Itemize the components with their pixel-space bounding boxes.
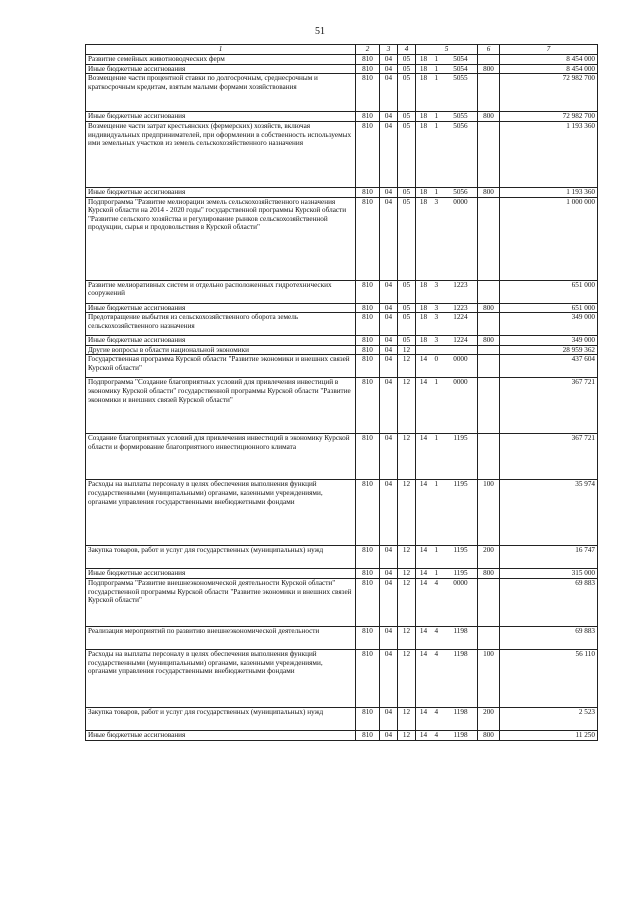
table-row (86, 280, 598, 303)
csr-direction: 5054 (453, 64, 468, 73)
row-name: Подпрограмма "Развитие внешнеэкономической деятельности Курской области" государственной программы Курской области "Развитие экономики и внешних связей Курской области" (86, 579, 356, 627)
table-row (86, 569, 598, 579)
ministry-code: 810 (356, 569, 380, 579)
subsection-code: 05 (398, 64, 416, 74)
csr-direction: 1198 (453, 650, 468, 659)
expense-type-code: 100 (478, 650, 500, 708)
amount: 69 883 (500, 579, 598, 627)
amount: 56 110 (500, 650, 598, 708)
csr-subprogram: 1 (434, 187, 439, 196)
column-header: 5 (416, 45, 478, 55)
column-header: 4 (398, 45, 416, 55)
section-code: 04 (380, 579, 398, 627)
section-code: 04 (380, 546, 398, 569)
csr-subprogram: 0 (434, 355, 439, 364)
amount: 72 982 700 (500, 112, 598, 122)
table-row (86, 579, 598, 627)
ministry-code: 810 (356, 280, 380, 303)
subsection-code: 05 (398, 187, 416, 197)
section-code: 04 (380, 480, 398, 546)
expense-type-code (478, 579, 500, 627)
row-name: Возмещение части процентной ставки по долгосрочным, среднесрочным и краткосрочным кредитам, взятым малыми формами хозяйствования (86, 74, 356, 112)
expense-type-code (478, 434, 500, 480)
target-article-code (416, 708, 478, 731)
csr-program: 18 (419, 64, 428, 73)
row-name: Расходы на выплаты персоналу в целях обеспечения выполнения функций государственными (муниципальными) органами, казенными учреждениями, органами управления государственными внебюджетными фондами (86, 650, 356, 708)
ministry-code: 810 (356, 197, 380, 280)
row-name: Другие вопросы в области национальной экономики (86, 345, 356, 355)
csr-direction: 1223 (453, 303, 468, 312)
target-article-code (416, 579, 478, 627)
ministry-code: 810 (356, 112, 380, 122)
csr-program: 14 (419, 708, 428, 717)
section-code: 04 (380, 708, 398, 731)
csr-direction: 5056 (453, 121, 468, 130)
amount: 35 974 (500, 480, 598, 546)
section-code: 04 (380, 313, 398, 336)
row-name: Иные бюджетные ассигнования (86, 336, 356, 346)
section-code: 04 (380, 112, 398, 122)
target-article-code (416, 197, 478, 280)
subsection-code: 12 (398, 345, 416, 355)
amount: 1 193 360 (500, 187, 598, 197)
amount: 72 982 700 (500, 74, 598, 112)
table-row (86, 434, 598, 480)
table-row (86, 345, 598, 355)
subsection-code: 05 (398, 112, 416, 122)
subsection-code: 05 (398, 303, 416, 313)
ministry-code: 810 (356, 74, 380, 112)
table-row (86, 378, 598, 434)
column-header: 7 (500, 45, 598, 55)
row-name: Развитие семейных животноводческих ферм (86, 55, 356, 65)
csr-subprogram: 3 (434, 336, 439, 345)
expense-type-code (478, 55, 500, 65)
row-name: Закупка товаров, работ и услуг для государственных (муниципальных) нужд (86, 546, 356, 569)
table-row (86, 650, 598, 708)
section-code: 04 (380, 434, 398, 480)
amount: 8 454 000 (500, 64, 598, 74)
budget-table (85, 44, 598, 741)
csr-subprogram: 4 (434, 579, 439, 588)
expense-type-code: 800 (478, 303, 500, 313)
amount: 367 721 (500, 434, 598, 480)
section-code: 04 (380, 650, 398, 708)
section-code: 04 (380, 55, 398, 65)
section-code: 04 (380, 731, 398, 741)
amount: 1 193 360 (500, 121, 598, 187)
amount: 1 000 000 (500, 197, 598, 280)
row-name: Развитие мелиоративных систем и отдельно расположенных гидротехнических сооружений (86, 280, 356, 303)
table-row (86, 355, 598, 378)
csr-program: 14 (419, 546, 428, 555)
section-code: 04 (380, 378, 398, 434)
csr-program: 18 (419, 112, 428, 121)
target-article-code (416, 480, 478, 546)
csr-subprogram: 1 (434, 480, 439, 489)
ministry-code: 810 (356, 355, 380, 378)
amount: 315 000 (500, 569, 598, 579)
ministry-code: 810 (356, 731, 380, 741)
table-row (86, 197, 598, 280)
subsection-code: 12 (398, 579, 416, 627)
table-row (86, 627, 598, 650)
amount: 349 000 (500, 313, 598, 336)
ministry-code: 810 (356, 313, 380, 336)
amount: 69 883 (500, 627, 598, 650)
row-name: Предотвращение выбытия из сельскохозяйственного оборота земель сельскохозяйственного назначения (86, 313, 356, 336)
csr-program: 18 (419, 74, 428, 83)
expense-type-code: 200 (478, 708, 500, 731)
csr-direction: 1224 (453, 313, 468, 322)
expense-type-code (478, 121, 500, 187)
column-header: 3 (380, 45, 398, 55)
ministry-code: 810 (356, 345, 380, 355)
subsection-code: 12 (398, 355, 416, 378)
target-article-code (416, 569, 478, 579)
csr-direction: 1224 (453, 336, 468, 345)
subsection-code: 05 (398, 121, 416, 187)
amount: 349 000 (500, 336, 598, 346)
ministry-code: 810 (356, 187, 380, 197)
table-row (86, 64, 598, 74)
csr-direction: 5055 (453, 74, 468, 83)
csr-direction: 1195 (453, 546, 468, 555)
row-name: Государственная программа Курской области "Развитие экономики и внешних связей Курской области" (86, 355, 356, 378)
csr-program: 18 (419, 121, 428, 130)
csr-direction: 0000 (453, 355, 468, 364)
target-article-code (416, 303, 478, 313)
amount: 28 959 362 (500, 345, 598, 355)
csr-subprogram: 1 (434, 121, 439, 130)
row-name: Иные бюджетные ассигнования (86, 303, 356, 313)
subsection-code: 05 (398, 55, 416, 65)
target-article-code (416, 378, 478, 434)
amount: 651 000 (500, 303, 598, 313)
csr-direction: 5054 (453, 55, 468, 63)
amount: 16 747 (500, 546, 598, 569)
row-name: Расходы на выплаты персоналу в целях обеспечения выполнения функций государственными (муниципальными) органами, казенными учреждениями, органами управления государственными внебюджетными фондами (86, 480, 356, 546)
amount: 367 721 (500, 378, 598, 434)
table-row (86, 731, 598, 741)
subsection-code: 12 (398, 378, 416, 434)
expense-type-code: 100 (478, 480, 500, 546)
target-article-code (416, 64, 478, 74)
csr-subprogram: 1 (434, 569, 439, 578)
subsection-code: 05 (398, 280, 416, 303)
ministry-code: 810 (356, 650, 380, 708)
csr-program: 14 (419, 434, 428, 443)
csr-subprogram: 3 (434, 313, 439, 322)
table-row (86, 121, 598, 187)
csr-subprogram: 1 (434, 546, 439, 555)
csr-direction: 0000 (453, 197, 468, 206)
table-row (86, 303, 598, 313)
subsection-code: 12 (398, 708, 416, 731)
csr-direction: 1195 (453, 434, 468, 443)
csr-direction: 5055 (453, 112, 468, 121)
ministry-code: 810 (356, 121, 380, 187)
csr-direction: 1223 (453, 280, 468, 289)
expense-type-code: 800 (478, 336, 500, 346)
expense-type-code (478, 345, 500, 355)
amount: 8 454 000 (500, 55, 598, 65)
csr-direction: 1198 (453, 731, 468, 740)
section-code: 04 (380, 627, 398, 650)
csr-subprogram: 3 (434, 197, 439, 206)
amount: 437 604 (500, 355, 598, 378)
ministry-code: 810 (356, 627, 380, 650)
ministry-code: 810 (356, 378, 380, 434)
subsection-code: 05 (398, 74, 416, 112)
page-number: 51 (315, 26, 325, 37)
csr-direction: 1195 (453, 480, 468, 489)
target-article-code (416, 313, 478, 336)
subsection-code: 05 (398, 313, 416, 336)
table-row (86, 313, 598, 336)
subsection-code: 12 (398, 480, 416, 546)
target-article-code (416, 187, 478, 197)
subsection-code: 12 (398, 434, 416, 480)
csr-subprogram: 1 (434, 55, 439, 63)
table-row (86, 546, 598, 569)
csr-direction: 1198 (453, 708, 468, 717)
section-code: 04 (380, 197, 398, 280)
row-name: Создание благоприятных условий для привлечения инвестиций в экономику Курской области и формирование благоприятного инвестиционного климата (86, 434, 356, 480)
column-header: 2 (356, 45, 380, 55)
row-name: Подпрограмма "Создание благоприятных условий для привлечения инвестиций в экономику Курской области" государственной программы Курской области "Развитие экономики и внешних связей Курской области" (86, 378, 356, 434)
expense-type-code (478, 627, 500, 650)
expense-type-code (478, 74, 500, 112)
csr-program: 14 (419, 627, 428, 636)
csr-program: 14 (419, 731, 428, 740)
table-row (86, 480, 598, 546)
target-article-code (416, 112, 478, 122)
csr-direction: 5056 (453, 187, 468, 196)
header-row (86, 45, 598, 55)
row-name: Иные бюджетные ассигнования (86, 64, 356, 74)
csr-program: 14 (419, 480, 428, 489)
table-row (86, 708, 598, 731)
csr-subprogram: 1 (434, 64, 439, 73)
expense-type-code: 800 (478, 731, 500, 741)
column-header: 1 (86, 45, 356, 55)
ministry-code: 810 (356, 480, 380, 546)
target-article-code (416, 355, 478, 378)
target-article-code (416, 74, 478, 112)
csr-program: 18 (419, 280, 428, 289)
column-header: 6 (478, 45, 500, 55)
expense-type-code: 800 (478, 112, 500, 122)
expense-type-code: 800 (478, 569, 500, 579)
csr-direction: 1198 (453, 627, 468, 636)
subsection-code: 12 (398, 546, 416, 569)
expense-type-code (478, 355, 500, 378)
csr-program: 14 (419, 569, 428, 578)
csr-subprogram: 1 (434, 74, 439, 83)
ministry-code: 810 (356, 708, 380, 731)
target-article-code (416, 650, 478, 708)
section-code: 04 (380, 280, 398, 303)
row-name: Возмещение части затрат крестьянских (фермерских) хозяйств, включая индивидуальных предпринимателей, при оформлении в собственность используемых ими земельных участков из земель сельскохозяйственного назначения (86, 121, 356, 187)
section-code: 04 (380, 336, 398, 346)
section-code: 04 (380, 569, 398, 579)
subsection-code: 12 (398, 627, 416, 650)
expense-type-code (478, 280, 500, 303)
csr-program: 18 (419, 55, 428, 63)
csr-subprogram: 4 (434, 731, 439, 740)
section-code: 04 (380, 303, 398, 313)
target-article-code (416, 627, 478, 650)
csr-program: 14 (419, 579, 428, 588)
ministry-code: 810 (356, 64, 380, 74)
csr-program: 18 (419, 197, 428, 206)
subsection-code: 05 (398, 197, 416, 280)
csr-program: 18 (419, 336, 428, 345)
table-row (86, 336, 598, 346)
csr-program: 14 (419, 378, 428, 387)
csr-program: 18 (419, 187, 428, 196)
csr-program: 14 (419, 355, 428, 364)
ministry-code: 810 (356, 434, 380, 480)
ministry-code: 810 (356, 336, 380, 346)
ministry-code: 810 (356, 579, 380, 627)
section-code: 04 (380, 345, 398, 355)
expense-type-code (478, 197, 500, 280)
row-name: Реализация мероприятий по развитию внешнеэкономической деятельности (86, 627, 356, 650)
csr-subprogram: 3 (434, 280, 439, 289)
row-name: Закупка товаров, работ и услуг для государственных (муниципальных) нужд (86, 708, 356, 731)
amount: 651 000 (500, 280, 598, 303)
table-row (86, 112, 598, 122)
amount: 11 250 (500, 731, 598, 741)
table-row (86, 55, 598, 65)
csr-program: 18 (419, 303, 428, 312)
ministry-code: 810 (356, 546, 380, 569)
subsection-code: 12 (398, 731, 416, 741)
csr-subprogram: 4 (434, 708, 439, 717)
csr-direction: 1195 (453, 569, 468, 578)
target-article-code (416, 55, 478, 65)
row-name: Иные бюджетные ассигнования (86, 569, 356, 579)
section-code: 04 (380, 187, 398, 197)
target-article-code (416, 731, 478, 741)
csr-subprogram: 1 (434, 434, 439, 443)
ministry-code: 810 (356, 303, 380, 313)
row-name: Иные бюджетные ассигнования (86, 731, 356, 741)
section-code: 04 (380, 74, 398, 112)
section-code: 04 (380, 64, 398, 74)
subsection-code: 05 (398, 336, 416, 346)
subsection-code: 12 (398, 569, 416, 579)
expense-type-code (478, 313, 500, 336)
csr-program: 18 (419, 313, 428, 322)
csr-program: 14 (419, 650, 428, 659)
expense-type-code (478, 378, 500, 434)
target-article-code (416, 336, 478, 346)
ministry-code: 810 (356, 55, 380, 65)
target-article-code (416, 434, 478, 480)
target-article-code (416, 121, 478, 187)
target-article-code (416, 546, 478, 569)
csr-subprogram: 1 (434, 378, 439, 387)
target-article-code (416, 280, 478, 303)
subsection-code: 12 (398, 650, 416, 708)
amount: 2 523 (500, 708, 598, 731)
target-article-code (416, 345, 478, 355)
csr-subprogram: 4 (434, 627, 439, 636)
expense-type-code: 200 (478, 546, 500, 569)
row-name: Иные бюджетные ассигнования (86, 112, 356, 122)
csr-subprogram: 1 (434, 112, 439, 121)
section-code: 04 (380, 121, 398, 187)
csr-subprogram: 3 (434, 303, 439, 312)
row-name: Подпрограмма "Развитие мелиорации земель сельскохозяйственного назначения Курской области на 2014 - 2020 годы" государственной программы Курской области "Развитие сельского хозяйства и регулирование рынков сельскохозяйственной продукции, сырья и продовольствия в Курской области" (86, 197, 356, 280)
table-row (86, 74, 598, 112)
expense-type-code: 800 (478, 64, 500, 74)
csr-direction: 0000 (453, 378, 468, 387)
csr-subprogram: 4 (434, 650, 439, 659)
table-row (86, 187, 598, 197)
csr-direction: 0000 (453, 579, 468, 588)
section-code: 04 (380, 355, 398, 378)
row-name: Иные бюджетные ассигнования (86, 187, 356, 197)
expense-type-code: 800 (478, 187, 500, 197)
